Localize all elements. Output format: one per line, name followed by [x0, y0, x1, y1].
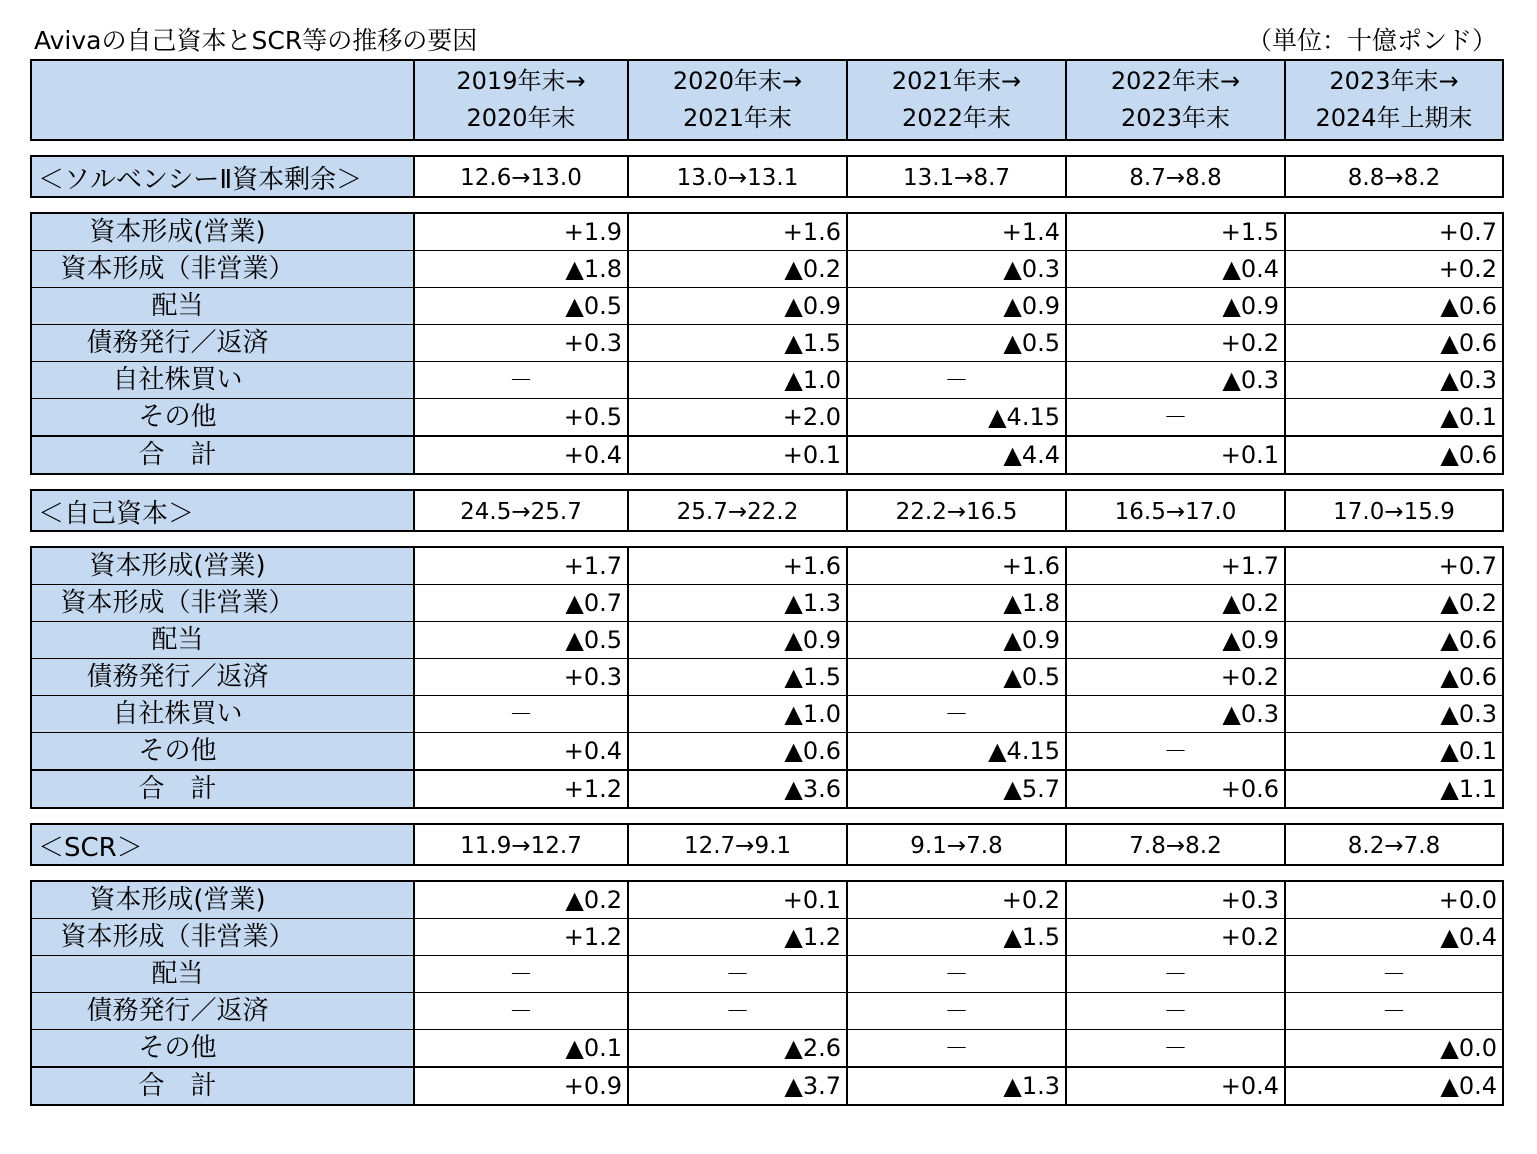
- value-cell: ▲1.5: [628, 659, 847, 696]
- value-cell: +1.7: [414, 547, 628, 585]
- value-cell: ▲1.5: [847, 919, 1066, 956]
- value-cell: +0.1: [628, 881, 847, 919]
- value-cell: －: [1066, 733, 1285, 771]
- spacer-cell: [31, 197, 1503, 213]
- scr-summary-cell: 11.9→12.7: [414, 824, 628, 865]
- header-corner-cell: [31, 60, 414, 140]
- row-label: 合 計: [31, 1067, 414, 1105]
- value-cell: +1.5: [1066, 213, 1285, 251]
- spacer-cell: [31, 140, 1503, 156]
- value-cell: +0.5: [414, 399, 628, 437]
- value-cell: ▲0.3: [1066, 696, 1285, 733]
- value-cell: +0.2: [847, 881, 1066, 919]
- row-label: 債務発行／返済: [31, 993, 414, 1030]
- solvency-surplus-summary-cell: 13.0→13.1: [628, 156, 847, 197]
- period-header-2: 2020年末→ 2021年末: [628, 60, 847, 140]
- value-cell: ▲0.9: [628, 622, 847, 659]
- spacer-cell: [31, 865, 1503, 881]
- value-cell: －: [847, 993, 1066, 1030]
- value-cell: +2.0: [628, 399, 847, 437]
- value-cell: +0.0: [1285, 881, 1503, 919]
- own-funds-section-label: ＜自己資本＞: [31, 490, 414, 531]
- solvency-surplus-summary-cell: 8.7→8.8: [1066, 156, 1285, 197]
- row-label: 配当: [31, 956, 414, 993]
- value-cell: ▲2.6: [628, 1030, 847, 1068]
- value-cell: －: [1066, 399, 1285, 437]
- period-header-5: 2023年末→ 2024年上期末: [1285, 60, 1503, 140]
- table-row: [31, 547, 1503, 585]
- value-cell: －: [847, 362, 1066, 399]
- value-cell: ▲0.5: [847, 325, 1066, 362]
- capital-factors-table: [30, 59, 1504, 1106]
- value-cell: ▲0.9: [628, 288, 847, 325]
- value-cell: －: [847, 1030, 1066, 1068]
- value-cell: +0.1: [1066, 436, 1285, 474]
- value-cell: +0.7: [1285, 547, 1503, 585]
- scr-total-row: [31, 1067, 1503, 1105]
- row-label: 資本形成（非営業）: [31, 585, 414, 622]
- value-cell: ▲1.8: [414, 251, 628, 288]
- spacer-row: [31, 865, 1503, 881]
- value-cell: +1.2: [414, 919, 628, 956]
- value-cell: +0.1: [628, 436, 847, 474]
- value-cell: －: [1285, 993, 1503, 1030]
- table-row: [31, 399, 1503, 437]
- value-cell: ▲0.3: [1285, 696, 1503, 733]
- table-row: [31, 881, 1503, 919]
- table-row: [31, 919, 1503, 956]
- value-cell: ▲0.6: [1285, 288, 1503, 325]
- own-funds-summary-cell: 25.7→22.2: [628, 490, 847, 531]
- value-cell: ▲0.3: [1285, 362, 1503, 399]
- header-row: [31, 60, 1503, 140]
- value-cell: ▲0.9: [847, 622, 1066, 659]
- value-cell: ▲0.6: [1285, 436, 1503, 474]
- value-cell: +0.3: [414, 325, 628, 362]
- value-cell: +0.3: [414, 659, 628, 696]
- own-funds-summary-cell: 24.5→25.7: [414, 490, 628, 531]
- value-cell: +1.6: [628, 213, 847, 251]
- scr-summary-cell: 7.8→8.2: [1066, 824, 1285, 865]
- value-cell: －: [847, 956, 1066, 993]
- period-header-1: 2019年末→ 2020年末: [414, 60, 628, 140]
- value-cell: ▲0.1: [1285, 733, 1503, 771]
- value-cell: ▲0.6: [1285, 622, 1503, 659]
- value-cell: ▲0.6: [628, 733, 847, 771]
- value-cell: ▲0.2: [628, 251, 847, 288]
- value-cell: ▲0.5: [847, 659, 1066, 696]
- value-cell: －: [1066, 1030, 1285, 1068]
- table-row: [31, 251, 1503, 288]
- value-cell: －: [1285, 956, 1503, 993]
- value-cell: +1.2: [414, 770, 628, 808]
- value-cell: ▲0.1: [1285, 399, 1503, 437]
- value-cell: ▲0.9: [1066, 622, 1285, 659]
- value-cell: ▲0.6: [1285, 659, 1503, 696]
- spacer-row: [31, 474, 1503, 490]
- table-row: [31, 325, 1503, 362]
- scr-summary-cell: 12.7→9.1: [628, 824, 847, 865]
- table-row: [31, 1030, 1503, 1068]
- value-cell: ▲0.4: [1285, 919, 1503, 956]
- value-cell: ▲3.7: [628, 1067, 847, 1105]
- row-label: 資本形成(営業): [31, 213, 414, 251]
- spacer-cell: [31, 531, 1503, 547]
- scr-summary-row: [31, 824, 1503, 865]
- own-funds-summary-cell: 17.0→15.9: [1285, 490, 1503, 531]
- value-cell: ▲4.4: [847, 436, 1066, 474]
- table-row: [31, 213, 1503, 251]
- value-cell: ▲0.5: [414, 622, 628, 659]
- value-cell: ▲1.8: [847, 585, 1066, 622]
- value-cell: ▲1.1: [1285, 770, 1503, 808]
- value-cell: ▲1.5: [628, 325, 847, 362]
- spacer-row: [31, 140, 1503, 156]
- value-cell: ▲0.6: [1285, 325, 1503, 362]
- row-label: 債務発行／返済: [31, 659, 414, 696]
- row-label: 資本形成(営業): [31, 881, 414, 919]
- value-cell: ▲5.7: [847, 770, 1066, 808]
- value-cell: ▲1.2: [628, 919, 847, 956]
- row-label: 資本形成(営業): [31, 547, 414, 585]
- solvency-surplus-total-row: [31, 436, 1503, 474]
- value-cell: ▲0.5: [414, 288, 628, 325]
- value-cell: －: [628, 993, 847, 1030]
- own-funds-summary-cell: 16.5→17.0: [1066, 490, 1285, 531]
- value-cell: +0.9: [414, 1067, 628, 1105]
- value-cell: +1.7: [1066, 547, 1285, 585]
- table-row: [31, 696, 1503, 733]
- value-cell: －: [1066, 956, 1285, 993]
- value-cell: +1.9: [414, 213, 628, 251]
- value-cell: +0.3: [1066, 881, 1285, 919]
- row-label: その他: [31, 1030, 414, 1068]
- own-funds-summary-row: [31, 490, 1503, 531]
- value-cell: ▲0.2: [1066, 585, 1285, 622]
- table-row: [31, 585, 1503, 622]
- table-title: Avivaの自己資本とSCR等の推移の要因: [34, 26, 478, 55]
- solvency-surplus-summary-row: [31, 156, 1503, 197]
- unit-label: （単位：十億ポンド）: [1246, 26, 1497, 55]
- row-label: 債務発行／返済: [31, 325, 414, 362]
- value-cell: －: [414, 696, 628, 733]
- spacer-row: [31, 197, 1503, 213]
- table-row: [31, 622, 1503, 659]
- row-label: 自社株買い: [31, 696, 414, 733]
- solvency-surplus-summary-cell: 13.1→8.7: [847, 156, 1066, 197]
- value-cell: +0.2: [1285, 251, 1503, 288]
- value-cell: +1.4: [847, 213, 1066, 251]
- value-cell: +0.2: [1066, 325, 1285, 362]
- solvency-surplus-section-label: ＜ソルベンシーⅡ資本剰余＞: [31, 156, 414, 197]
- spacer-cell: [31, 808, 1503, 824]
- value-cell: ▲1.0: [628, 696, 847, 733]
- own-funds-summary-cell: 22.2→16.5: [847, 490, 1066, 531]
- row-label: 合 計: [31, 770, 414, 808]
- solvency-surplus-summary-cell: 12.6→13.0: [414, 156, 628, 197]
- value-cell: +0.4: [414, 436, 628, 474]
- row-label: 資本形成（非営業）: [31, 919, 414, 956]
- value-cell: ▲4.15: [847, 399, 1066, 437]
- value-cell: ▲1.3: [847, 1067, 1066, 1105]
- value-cell: ▲0.3: [847, 251, 1066, 288]
- solvency-surplus-summary-cell: 8.8→8.2: [1285, 156, 1503, 197]
- value-cell: ▲0.4: [1285, 1067, 1503, 1105]
- value-cell: +1.6: [628, 547, 847, 585]
- value-cell: ▲0.7: [414, 585, 628, 622]
- row-label: その他: [31, 733, 414, 771]
- value-cell: ▲0.9: [847, 288, 1066, 325]
- value-cell: +0.4: [1066, 1067, 1285, 1105]
- value-cell: ▲4.15: [847, 733, 1066, 771]
- row-label: 配当: [31, 622, 414, 659]
- row-label: 配当: [31, 288, 414, 325]
- value-cell: －: [628, 956, 847, 993]
- value-cell: ▲0.2: [414, 881, 628, 919]
- table-row: [31, 993, 1503, 1030]
- value-cell: ▲0.1: [414, 1030, 628, 1068]
- value-cell: ▲3.6: [628, 770, 847, 808]
- value-cell: ▲1.3: [628, 585, 847, 622]
- value-cell: －: [414, 956, 628, 993]
- spacer-cell: [31, 474, 1503, 490]
- table-row: [31, 659, 1503, 696]
- value-cell: ▲0.3: [1066, 362, 1285, 399]
- row-label: 資本形成（非営業）: [31, 251, 414, 288]
- value-cell: ▲0.4: [1066, 251, 1285, 288]
- value-cell: +1.6: [847, 547, 1066, 585]
- row-label: その他: [31, 399, 414, 437]
- value-cell: ▲0.2: [1285, 585, 1503, 622]
- value-cell: +0.2: [1066, 919, 1285, 956]
- period-header-3: 2021年末→ 2022年末: [847, 60, 1066, 140]
- value-cell: －: [1066, 993, 1285, 1030]
- row-label: 自社株買い: [31, 362, 414, 399]
- row-label: 合 計: [31, 436, 414, 474]
- value-cell: －: [414, 993, 628, 1030]
- value-cell: +0.2: [1066, 659, 1285, 696]
- value-cell: ▲1.0: [628, 362, 847, 399]
- value-cell: +0.7: [1285, 213, 1503, 251]
- table-row: [31, 362, 1503, 399]
- period-header-4: 2022年末→ 2023年末: [1066, 60, 1285, 140]
- spacer-row: [31, 531, 1503, 547]
- table-row: [31, 956, 1503, 993]
- value-cell: －: [847, 696, 1066, 733]
- value-cell: +0.4: [414, 733, 628, 771]
- table-row: [31, 288, 1503, 325]
- value-cell: ▲0.9: [1066, 288, 1285, 325]
- spacer-row: [31, 808, 1503, 824]
- scr-summary-cell: 9.1→7.8: [847, 824, 1066, 865]
- scr-section-label: ＜SCR＞: [31, 824, 414, 865]
- scr-summary-cell: 8.2→7.8: [1285, 824, 1503, 865]
- table-row: [31, 733, 1503, 771]
- own-funds-total-row: [31, 770, 1503, 808]
- value-cell: ▲0.0: [1285, 1030, 1503, 1068]
- value-cell: +0.6: [1066, 770, 1285, 808]
- value-cell: －: [414, 362, 628, 399]
